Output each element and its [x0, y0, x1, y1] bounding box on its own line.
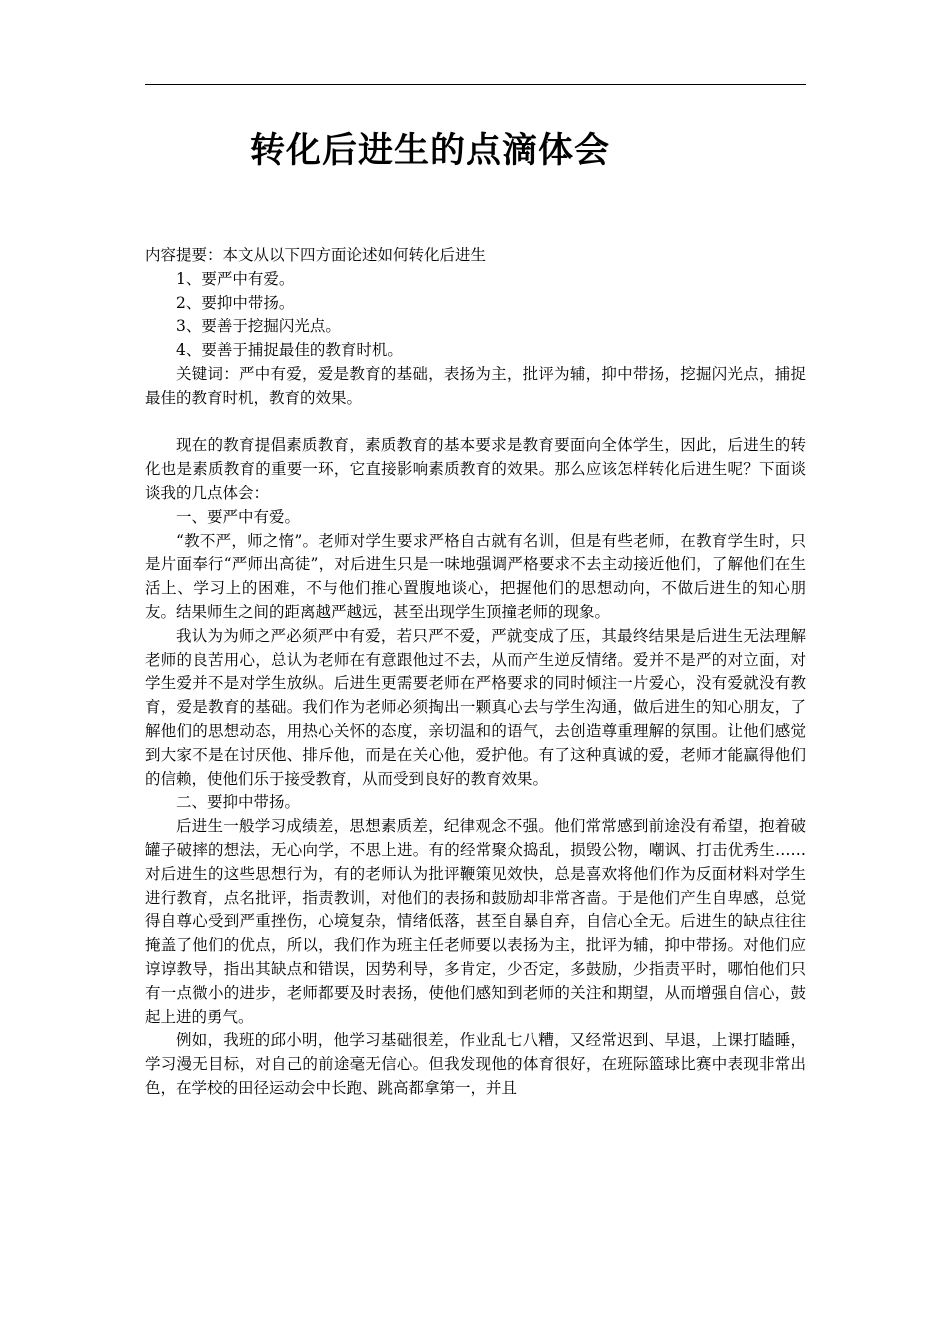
- document-body: [145, 244, 806, 1101]
- keywords-paragraph: 关键词：严中有爱，爱是教育的基础，表扬为主，批评为辅，抑中带扬，挖掘闪光点，捕捉最佳的教育时机，教育的效果。: [145, 364, 806, 407]
- section-heading-1: 一、要严中有爱。: [176, 507, 301, 526]
- header-rule: [145, 84, 806, 85]
- section1-paragraph: 我认为为师之严必须严中有爱，若只严不爱，严就变成了压，其最终结果是后进生无法理解老师的良苦用心，总认为老师在有意跟他过不去，从而产生逆反情绪。爱并不是严的对立面，对学生爱并不是对学生放纵。后进生更需要老师在严格要求的同时倾注一片爱心，没有爱就没有教育，爱是教育的基础。我们作为老师必须掏出一颗真心去与学生沟通，做后进生的知心朋友，了解他们的思想动态，用热心关怀的态度，亲切温和的语气，去创造尊重理解的氛围。让他们感觉到大家不是在讨厌他、排斥他，而是在关心他，爱护他。有了这种真诚的爱，老师才能赢得他们的信赖，使他们乐于接受教育，从而受到良好的教育效果。: [145, 626, 806, 788]
- document-title: 转化后进生的点滴体会: [249, 131, 610, 171]
- section1-paragraph: “教不严，师之惰”。老师对学生要求严格自古就有名训，但是有些老师，在教育学生时，只是片面奉行“严师出高徒”，对后进生只是一味地强调严格要求不去主动接近他们，了解他们在生活上、学习上的困难，不与他们推心置腹地谈心，把握他们的思想动向，不做后进生的知心朋友。结果师生之间的距离越严越远，甚至出现学生顶撞老师的现象。: [145, 531, 806, 621]
- summary-point: 1、要严中有爱。: [176, 269, 295, 288]
- summary-point: 4、要善于捕捉最佳的教育时机。: [176, 341, 403, 360]
- section2-paragraph: 后进生一般学习成绩差，思想素质差，纪律观念不强。他们常常感到前途没有希望，抱着破罐子破摔的想法，无心向学，不思上进。有的经常聚众捣乱，损毁公物，嘲讽、打击优秀生……对后进生的这些思想行为，有的老师认为批评鞭策见效快，总是喜欢将他们作为反面材料对学生进行教育，点名批评，指责教训，对他们的表扬和鼓励却非常吝啬。于是他们产生自卑感，总觉得自尊心受到严重挫伤，心境复杂，情绪低落，甚至自暴自弃，自信心全无。后进生的缺点往往掩盖了他们的优点，所以，我们作为班主任老师要以表扬为主，批评为辅，抑中带扬。对他们应谆谆教导，指出其缺点和错误，因势利导，多肯定，少否定，多鼓励，少指责平时，哪怕他们只有一点微小的进步，老师都要及时表扬，使他们感知到老师的关注和期望，从而增强自信心，鼓起上进的勇气。: [145, 817, 806, 1026]
- blank-line: [145, 411, 806, 435]
- section2-paragraph: 例如，我班的邱小明，他学习基础很差，作业乱七八糟，又经常迟到、早退，上课打瞌睡，学习漫无目标，对自己的前途毫无信心。但我发现他的体育很好，在班际篮球比赛中表现非常出色，在学校的田径运动会中长跑、跳高都拿第一，并且: [145, 1031, 806, 1097]
- summary-point: 3、要善于挖掘闪光点。: [176, 317, 341, 336]
- summary-point: 2、要抑中带扬。: [176, 293, 295, 312]
- intro-paragraph: 现在的教育提倡素质教育，素质教育的基本要求是教育要面向全体学生，因此，后进生的转化也是素质教育的重要一环，它直接影响素质教育的效果。那么应该怎样转化后进生呢？下面谈谈我的几点体会：: [145, 436, 806, 502]
- summary-intro: 内容提要：本文从以下四方面论述如何转化后进生: [145, 246, 487, 264]
- section-heading-2: 二、要抑中带扬。: [176, 793, 301, 812]
